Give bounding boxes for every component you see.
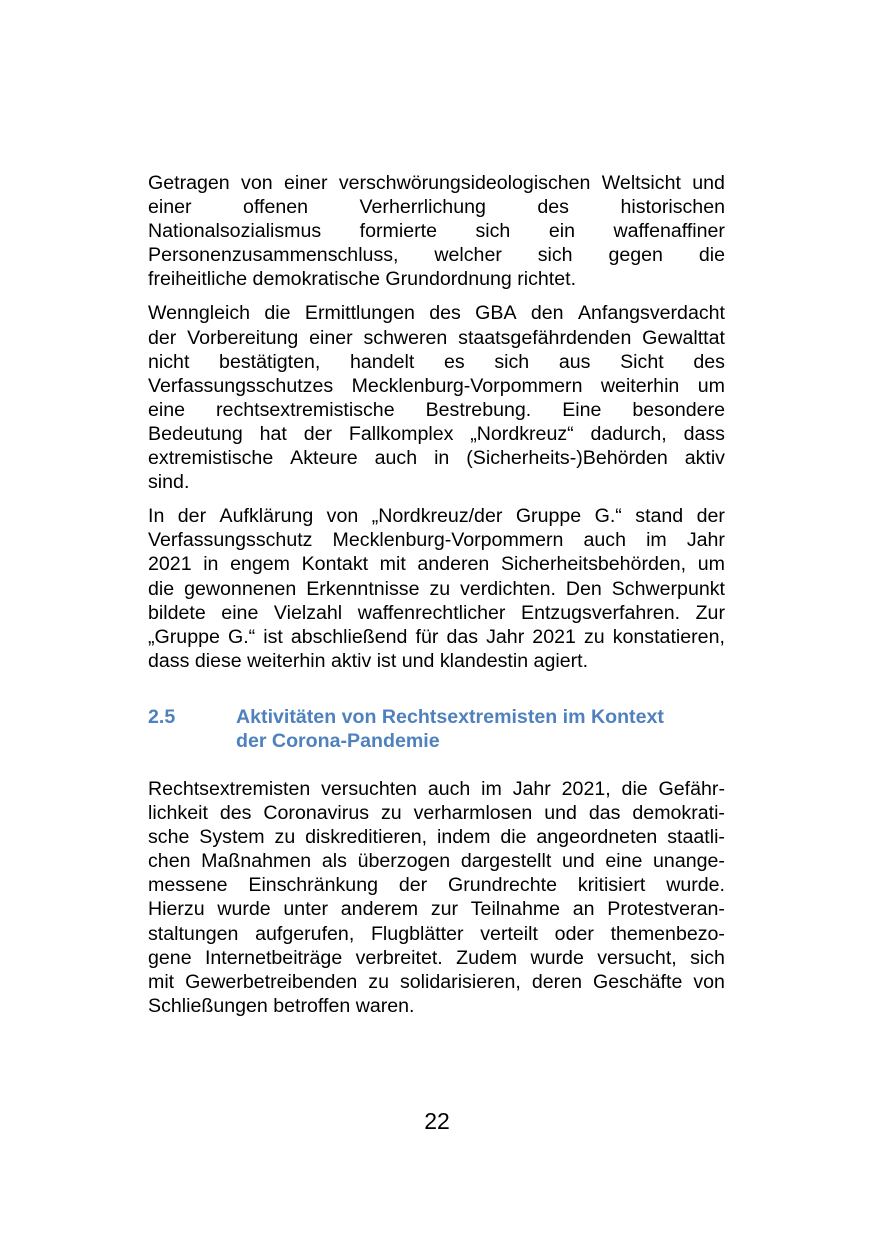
text-line: Bedeutung hat der Fallkomplex „Nordkreuz“ dadurch, dass <box>148 422 725 445</box>
text-line: lichkeit des Coronavirus zu verharmlosen und das demokrati- <box>148 802 725 825</box>
paragraph <box>148 301 725 494</box>
text-line: „Gruppe G.“ ist abschließend für das Jahr 2021 zu konstatieren, <box>148 625 725 648</box>
text-line: sche System zu diskreditieren, indem die angeordneten staatli- <box>148 826 725 849</box>
text-line: chen Maßnahmen als überzogen dargestellt und eine unange- <box>148 850 725 873</box>
text-line: extremistische Akteure auch in (Sicherheits-)Behörden aktiv <box>148 447 725 470</box>
text-line: Wenngleich die Ermittlungen des GBA den Anfangsverdacht <box>148 302 725 325</box>
text-line: nicht bestätigten, handelt es sich aus Sicht des <box>148 350 725 373</box>
paragraph <box>148 504 725 673</box>
text-line: gene Internetbeiträge verbreitet. Zudem wurde versucht, sich <box>148 946 725 969</box>
text-line: Verfassungsschutz Mecklenburg-Vorpommern auch im Jahr <box>148 529 725 552</box>
text-line: der Vorbereitung einer schweren staatsgefährdenden Gewalttat <box>148 326 725 349</box>
text-line: staltungen aufgerufen, Flugblätter verteilt oder themenbezo- <box>148 922 725 945</box>
text-line: Schließungen betroffen waren. <box>148 994 415 1017</box>
text-line: Nationalsozialismus formierte sich ein waffenaffiner <box>148 220 725 243</box>
text-line: sind. <box>148 471 190 494</box>
text-line: mit Gewerbetreibenden zu solidarisieren, deren Geschäfte von <box>148 970 725 993</box>
text-line: Verfassungsschutzes Mecklenburg-Vorpommern weiterhin um <box>148 374 725 397</box>
text-line: Getragen von einer verschwörungsideologischen Weltsicht und <box>148 172 725 194</box>
text-line: messene Einschränkung der Grundrechte kritisiert wurde. <box>148 874 725 897</box>
section-title-line: Aktivitäten von Rechtsextremisten im Kontext <box>236 706 664 728</box>
text-line: dass diese weiterhin aktiv ist und klandestin agiert. <box>148 649 589 672</box>
paragraph <box>148 777 725 1018</box>
text-line: bildete eine Vielzahl waffenrechtlicher Entzugsverfahren. Zur <box>148 601 725 624</box>
text-line: die gewonnenen Erkenntnisse zu verdichten. Den Schwerpunkt <box>148 577 725 600</box>
text-line: Rechtsextremisten versuchten auch im Jahr 2021, die Gefähr- <box>148 778 725 800</box>
page-number: 22 <box>424 1108 450 1134</box>
text-line: einer offenen Verherrlichung des historischen <box>148 196 725 219</box>
text-line: Personenzusammenschluss, welcher sich gegen die <box>148 244 725 267</box>
text-line: Hierzu wurde unter anderem zur Teilnahme an Protestveran- <box>148 898 725 921</box>
text-line: 2021 in engem Kontakt mit anderen Sicherheitsbehörden, um <box>148 553 725 576</box>
section-number: 2.5 <box>148 706 176 728</box>
paragraph <box>148 171 725 291</box>
body-text-bottom <box>148 777 725 1028</box>
text-line: eine rechtsextremistische Bestrebung. Eine besondere <box>148 398 725 421</box>
section-title <box>236 705 725 753</box>
body-text-top <box>148 171 725 683</box>
text-line: In der Aufklärung von „Nordkreuz/der Gruppe G.“ stand der <box>148 505 725 528</box>
text-line: freiheitliche demokratische Grundordnung richtet. <box>148 268 577 291</box>
section-title-line: der Corona-Pandemie <box>236 730 440 753</box>
